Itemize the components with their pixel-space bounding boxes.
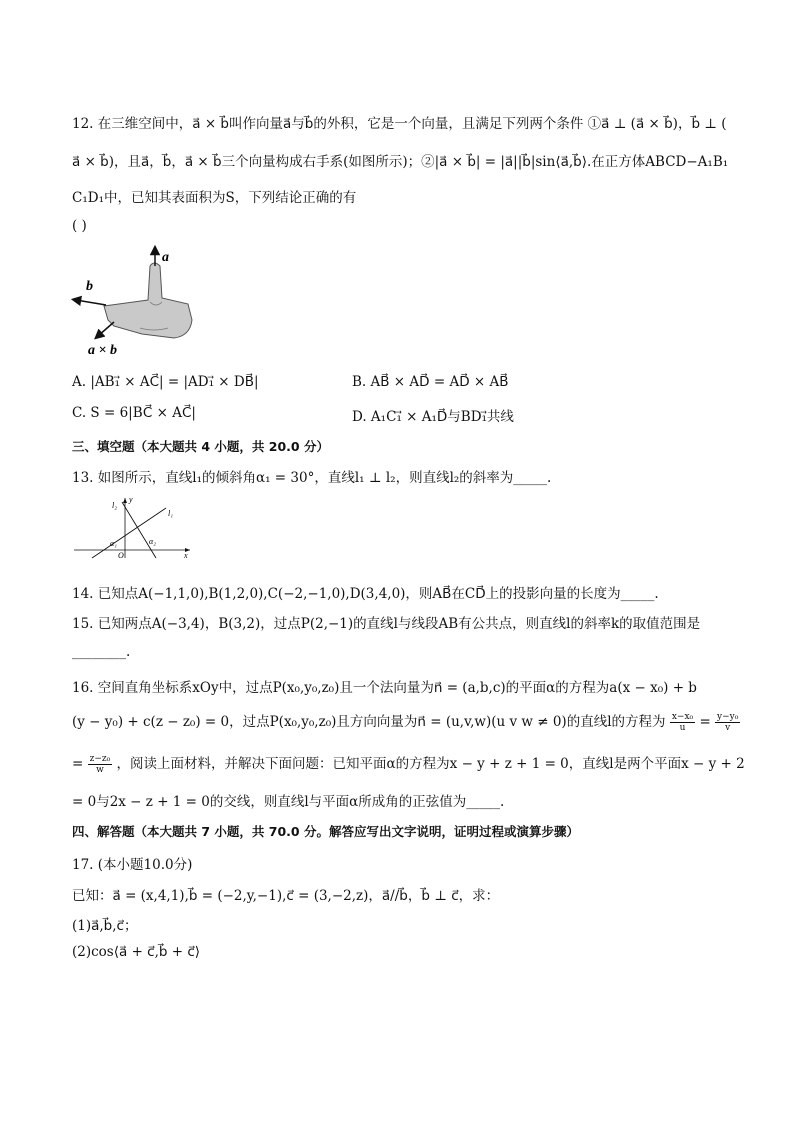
q12-option-b[interactable]: B. AB⃗ × AD⃗ = AD⃗ × AB⃗ <box>352 374 509 390</box>
label-alpha2: α₂ <box>149 537 156 546</box>
label-b: b <box>86 279 93 294</box>
label-l2: l₂ <box>112 501 118 510</box>
q16-fraction-x: $\frac{\text{x−x₀}}{u}$ <box>671 712 694 733</box>
section-4-heading: 四、解答题（本大题共 7 小题，共 70.0 分。解答应写出文字说明，证明过程或演算步骤） <box>72 824 579 839</box>
q16-equals-2: = <box>72 756 84 772</box>
q17-part2: (2)cos⟨a⃗ + c⃗,b⃗ + c⃗⟩ <box>72 944 201 960</box>
q15-line2: ________. <box>72 644 131 660</box>
q17-part1: (1)a⃗,b⃗,c⃗； <box>72 918 138 934</box>
q17-title: 17. (本小题10.0分) <box>72 857 193 873</box>
line-l1 <box>92 508 166 558</box>
q16-line3-text: ，阅读上面材料，并解决下面问题：已知平面α的方程为x − y + z + 1 = 0，直线l是两个平面x − y + 2 <box>116 756 745 772</box>
q12-line2: a⃗ × b⃗)，且a⃗，b⃗，a⃗ × b⃗三个向量构成右手系(如图所示)；②|a⃗ × b⃗| = |a⃗||b⃗|sin⟨a⃗,b⃗⟩.在正方体ABCD−A₁B₁ <box>72 154 729 170</box>
q16-equals: = <box>699 714 711 730</box>
q12-line1: 12. 在三维空间中，a⃗ × b⃗叫作向量a⃗与b⃗的外积，它是一个向量，且满足下列两个条件 ①a⃗ ⊥ (a⃗ × b⃗)，b⃗ ⊥ ( <box>72 116 727 132</box>
label-y: y <box>129 495 133 504</box>
q15-line1: 15. 已知两点A(−3,4)，B(3,2)，过点P(2,−1)的直线l与线段AB有公共点，则直线l的斜率k的取值范围是 <box>72 616 701 632</box>
section-3-heading: 三、填空题（本大题共 4 小题，共 20.0 分） <box>72 439 329 454</box>
label-axb: a × b <box>88 343 117 358</box>
q12-answer-paren: ( ) <box>72 218 87 234</box>
q16-line3 <box>72 752 745 775</box>
q17-given: 已知：a⃗ = (x,4,1),b⃗ = (−2,y,−1),c⃗ = (3,−2,z)，a⃗//b⃗，b⃗ ⊥ c⃗，求： <box>72 888 500 904</box>
label-a: a <box>162 250 169 265</box>
q14-text: 14. 已知点A(−1,1,0),B(1,2,0),C(−2,−1,0),D(3,4,0)，则AB⃗在CD⃗上的投影向量的长度为_____. <box>72 586 659 602</box>
q16-fraction-y: $\frac{\text{y−y₀}}{v}$ <box>717 712 739 733</box>
label-origin: O <box>118 551 124 560</box>
q12-option-c[interactable]: C. S = 6|BC⃗ × AC⃗| <box>72 405 196 421</box>
q12-option-d[interactable]: D. A₁C₁⃗ × A₁D⃗与BD₁⃗共线 <box>352 409 514 425</box>
q13-line-figure <box>72 494 196 560</box>
label-alpha1: α₁ <box>110 539 117 548</box>
label-x: x <box>184 551 188 560</box>
q12-line3: C₁D₁中，已知其表面积为S，下列结论正确的有 <box>72 190 357 206</box>
q16-line4: = 0与2x − z + 1 = 0的交线，则直线l与平面α所成角的正弦值为_____. <box>72 794 505 810</box>
q16-line2-text: (y − y₀) + c(z − z₀) = 0，过点P(x₀,y₀,z₀)且方向向量为n⃗ = (u,v,w)(u v w ≠ 0)的直线l的方程为 <box>72 714 666 730</box>
line-l2 <box>122 502 156 558</box>
q13-text: 13. 如图所示，直线l₁的倾斜角α₁ = 30°，直线l₁ ⊥ l₂，则直线l₂的斜率为_____. <box>72 470 552 486</box>
right-hand-rule-figure <box>70 242 210 360</box>
q12-option-a[interactable]: A. |AB₁⃗ × AC⃗| = |AD₁⃗ × DB⃗| <box>72 374 259 390</box>
q16-line2 <box>72 710 740 733</box>
label-l1: l₁ <box>168 509 174 518</box>
q16-line1: 16. 空间直角坐标系xOy中，过点P(x₀,y₀,z₀)且一个法向量为n⃗ = (a,b,c)的平面α的方程为a(x − x₀) + b <box>72 680 697 696</box>
q16-fraction-z: $\frac{\text{z−z₀}}{w}$ <box>89 754 111 775</box>
